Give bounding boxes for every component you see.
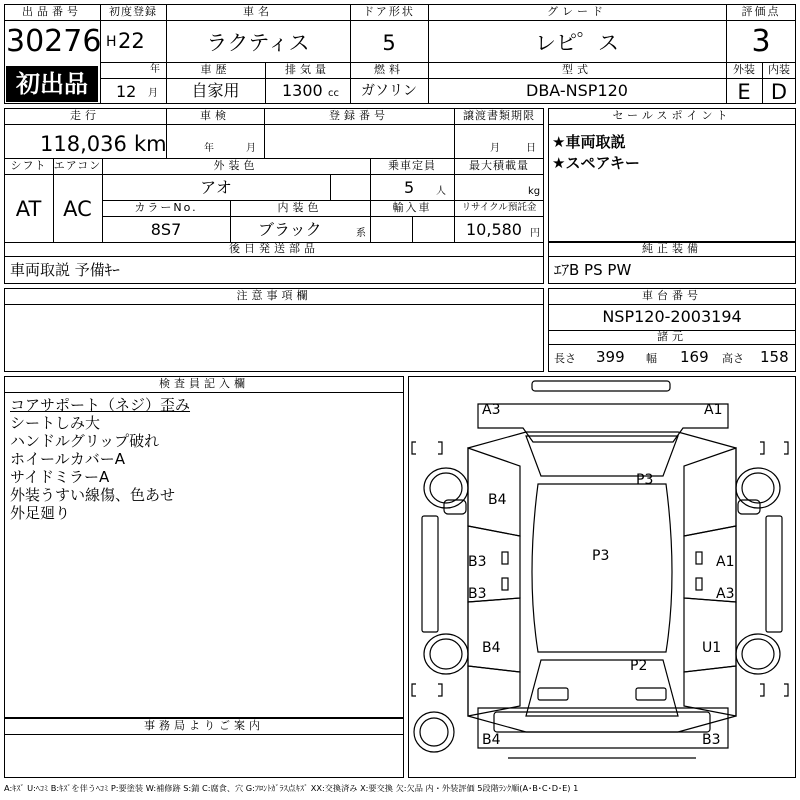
inspection-label: 車検 xyxy=(200,109,230,122)
inspector-note: サイドミラーA xyxy=(10,468,110,486)
door-type: 5 xyxy=(382,31,396,55)
sales-point-label: セールスポイント xyxy=(612,109,732,122)
lot-no-label: 出品番号 xyxy=(22,5,82,18)
score: 3 xyxy=(751,24,771,59)
car-name-label: 車名 xyxy=(243,5,273,18)
damage-code-b4-left-rear: B4 xyxy=(482,640,501,656)
row-line xyxy=(4,392,404,393)
damage-code-a1-front: A1 xyxy=(704,402,723,418)
damage-code-p2: P2 xyxy=(630,658,648,674)
history: 自家用 xyxy=(191,81,240,100)
row-line xyxy=(548,304,796,305)
int-color: ブラック xyxy=(258,220,322,239)
inspector-label: 検査員記入欄 xyxy=(159,377,249,390)
grade: レピ゜ス xyxy=(535,31,619,55)
ac-label: エアコン xyxy=(53,159,102,172)
sales-point-box xyxy=(548,108,796,242)
width-label: 幅 xyxy=(646,352,657,365)
damage-code-b3-rear: B3 xyxy=(702,732,721,748)
ac: AC xyxy=(63,197,92,221)
mileage-label: 走行 xyxy=(70,109,100,122)
inspector-note: シートしみ大 xyxy=(10,414,101,432)
ext-color-label: 外装色 xyxy=(213,159,259,172)
inspector-note: 外足廻り xyxy=(10,504,71,522)
transfer-month-unit: 月 xyxy=(490,143,500,154)
lot-no: 30276 xyxy=(6,24,102,59)
displacement-unit: cc xyxy=(328,88,339,99)
color-no: 8S7 xyxy=(150,220,182,239)
equipment-label: 純正装備 xyxy=(642,242,702,255)
month-unit: 月 xyxy=(148,88,158,99)
row-line xyxy=(4,174,544,175)
era: H xyxy=(106,34,117,50)
year-unit: 年 xyxy=(150,64,160,75)
first-reg-year: 22 xyxy=(118,29,145,53)
equipment: ｴｱB PS PW xyxy=(554,261,632,279)
first-listing-badge xyxy=(6,66,98,102)
import-label: 輸入車 xyxy=(392,201,432,214)
damage-code-a1-right: A1 xyxy=(716,554,735,570)
transfer-day-unit: 日 xyxy=(526,143,536,154)
recycle-fee: 10,580 xyxy=(466,220,522,239)
later-parts: 車両取説 予備ｷｰ xyxy=(10,261,120,279)
row-line xyxy=(4,124,544,125)
model-label: 型式 xyxy=(562,63,592,76)
first-reg-month: 12 xyxy=(116,82,137,101)
displacement: 1300 xyxy=(282,81,323,100)
notes-label: 注意事項欄 xyxy=(236,289,312,302)
color-no-label: カラーNo. xyxy=(134,201,198,214)
inspector-notes xyxy=(10,396,400,522)
mileage: 118,036 xyxy=(40,132,127,156)
exterior-label: 外装 xyxy=(733,63,755,76)
damage-code-p3-center: P3 xyxy=(592,548,610,564)
height-label: 高さ xyxy=(722,352,744,365)
year-divider xyxy=(100,62,156,63)
grade-label: グレード xyxy=(547,5,607,18)
first-reg-label: 初度登録 xyxy=(109,5,157,18)
damage-code-p3-roof: P3 xyxy=(636,472,654,488)
model: DBA-NSP120 xyxy=(526,81,628,100)
damage-code-b4-left-front: B4 xyxy=(488,492,507,508)
shift-label: シフト xyxy=(10,159,47,172)
inspector-note: コアサポート（ネジ）歪み xyxy=(10,396,191,414)
header-divider xyxy=(4,20,796,21)
row-line xyxy=(102,216,544,217)
capacity-label: 乗車定員 xyxy=(388,159,436,172)
regno-label: 登録番号 xyxy=(329,109,389,122)
capacity-unit: 人 xyxy=(436,186,446,197)
office-label: 事務局よりご案内 xyxy=(144,719,264,732)
first-listing-text: 初出品 xyxy=(16,70,88,98)
front-bumper xyxy=(532,381,670,391)
header-divider-3 xyxy=(100,78,796,79)
inspection-year-unit: 年 xyxy=(204,143,214,154)
load-unit: kg xyxy=(528,186,541,197)
car-name: ラクティス xyxy=(206,31,310,55)
fuel-label: 燃料 xyxy=(374,63,404,76)
length: 399 xyxy=(596,348,625,366)
row-line xyxy=(4,734,404,735)
row-line xyxy=(548,344,796,345)
legend-text: A:ｷｽﾞ U:ﾍｺﾐ B:ｷｽﾞを伴うﾍｺﾐ P:要塗装 W:補修跡 S:錆 C:腐食、穴 G:ﾌﾛﾝﾄｶﾞﾗｽ点ｷｽﾞ XX:交換済み X:要交換 欠:欠品 内・外装評価 5段階ﾗﾝｸ順(A･B･C･D･E) 1 xyxy=(4,783,579,793)
shift: AT xyxy=(15,197,42,221)
inspector-note: ハンドルグリップ破れ xyxy=(10,432,160,450)
width: 169 xyxy=(680,348,709,366)
dims-label: 諸元 xyxy=(657,330,687,343)
chassis-label: 車台番号 xyxy=(642,289,702,302)
inspector-note: ホイールカバーA xyxy=(10,450,125,468)
recycle-label: リサイクル預託金 xyxy=(461,202,537,213)
int-color-unit: 系 xyxy=(356,228,366,239)
chassis-number: NSP120-2003194 xyxy=(602,307,742,326)
row-line xyxy=(548,124,796,125)
recycle-unit: 円 xyxy=(530,228,540,239)
inspector-note: 外装うすい線傷、色あせ xyxy=(10,486,176,504)
col-line xyxy=(412,216,413,242)
mileage-unit: km xyxy=(134,132,167,156)
ext-color: アオ xyxy=(200,178,232,197)
inspection-month-unit: 月 xyxy=(246,143,256,154)
row-line xyxy=(548,256,796,257)
later-parts-label: 後日発送部品 xyxy=(229,242,319,255)
score-label: 評価点 xyxy=(741,5,781,18)
height: 158 xyxy=(760,348,789,366)
sales-point-1: ★車両取説 xyxy=(552,133,626,151)
sales-point-2: ★スペアキー xyxy=(552,154,640,172)
history-label: 車歴 xyxy=(200,63,231,76)
interior-grade: D xyxy=(770,80,788,104)
fuel: ガソリン xyxy=(361,83,417,99)
load-label: 最大積載量 xyxy=(469,159,529,172)
interior-label: 内装 xyxy=(768,63,790,76)
damage-code-b3-left: B3 xyxy=(468,554,487,570)
damage-code-b4-rear: B4 xyxy=(482,732,501,748)
damage-code-a3-front: A3 xyxy=(482,402,501,418)
length-label: 長さ xyxy=(554,352,576,365)
int-color-label: 内装色 xyxy=(277,201,323,214)
damage-code-b3-left-rear: B3 xyxy=(468,586,487,602)
door-label: ドア形状 xyxy=(363,5,415,18)
transfer-label: 譲渡書類期限 xyxy=(463,109,535,122)
displacement-label: 排気量 xyxy=(285,63,330,76)
col-line xyxy=(330,174,331,200)
damage-code-u1: U1 xyxy=(702,640,722,656)
capacity: 5 xyxy=(404,178,415,197)
row-line xyxy=(4,256,544,257)
car-damage-diagram xyxy=(408,376,796,778)
exterior-grade: E xyxy=(737,80,751,104)
damage-code-a3-right: A3 xyxy=(716,586,735,602)
row-line xyxy=(4,304,544,305)
